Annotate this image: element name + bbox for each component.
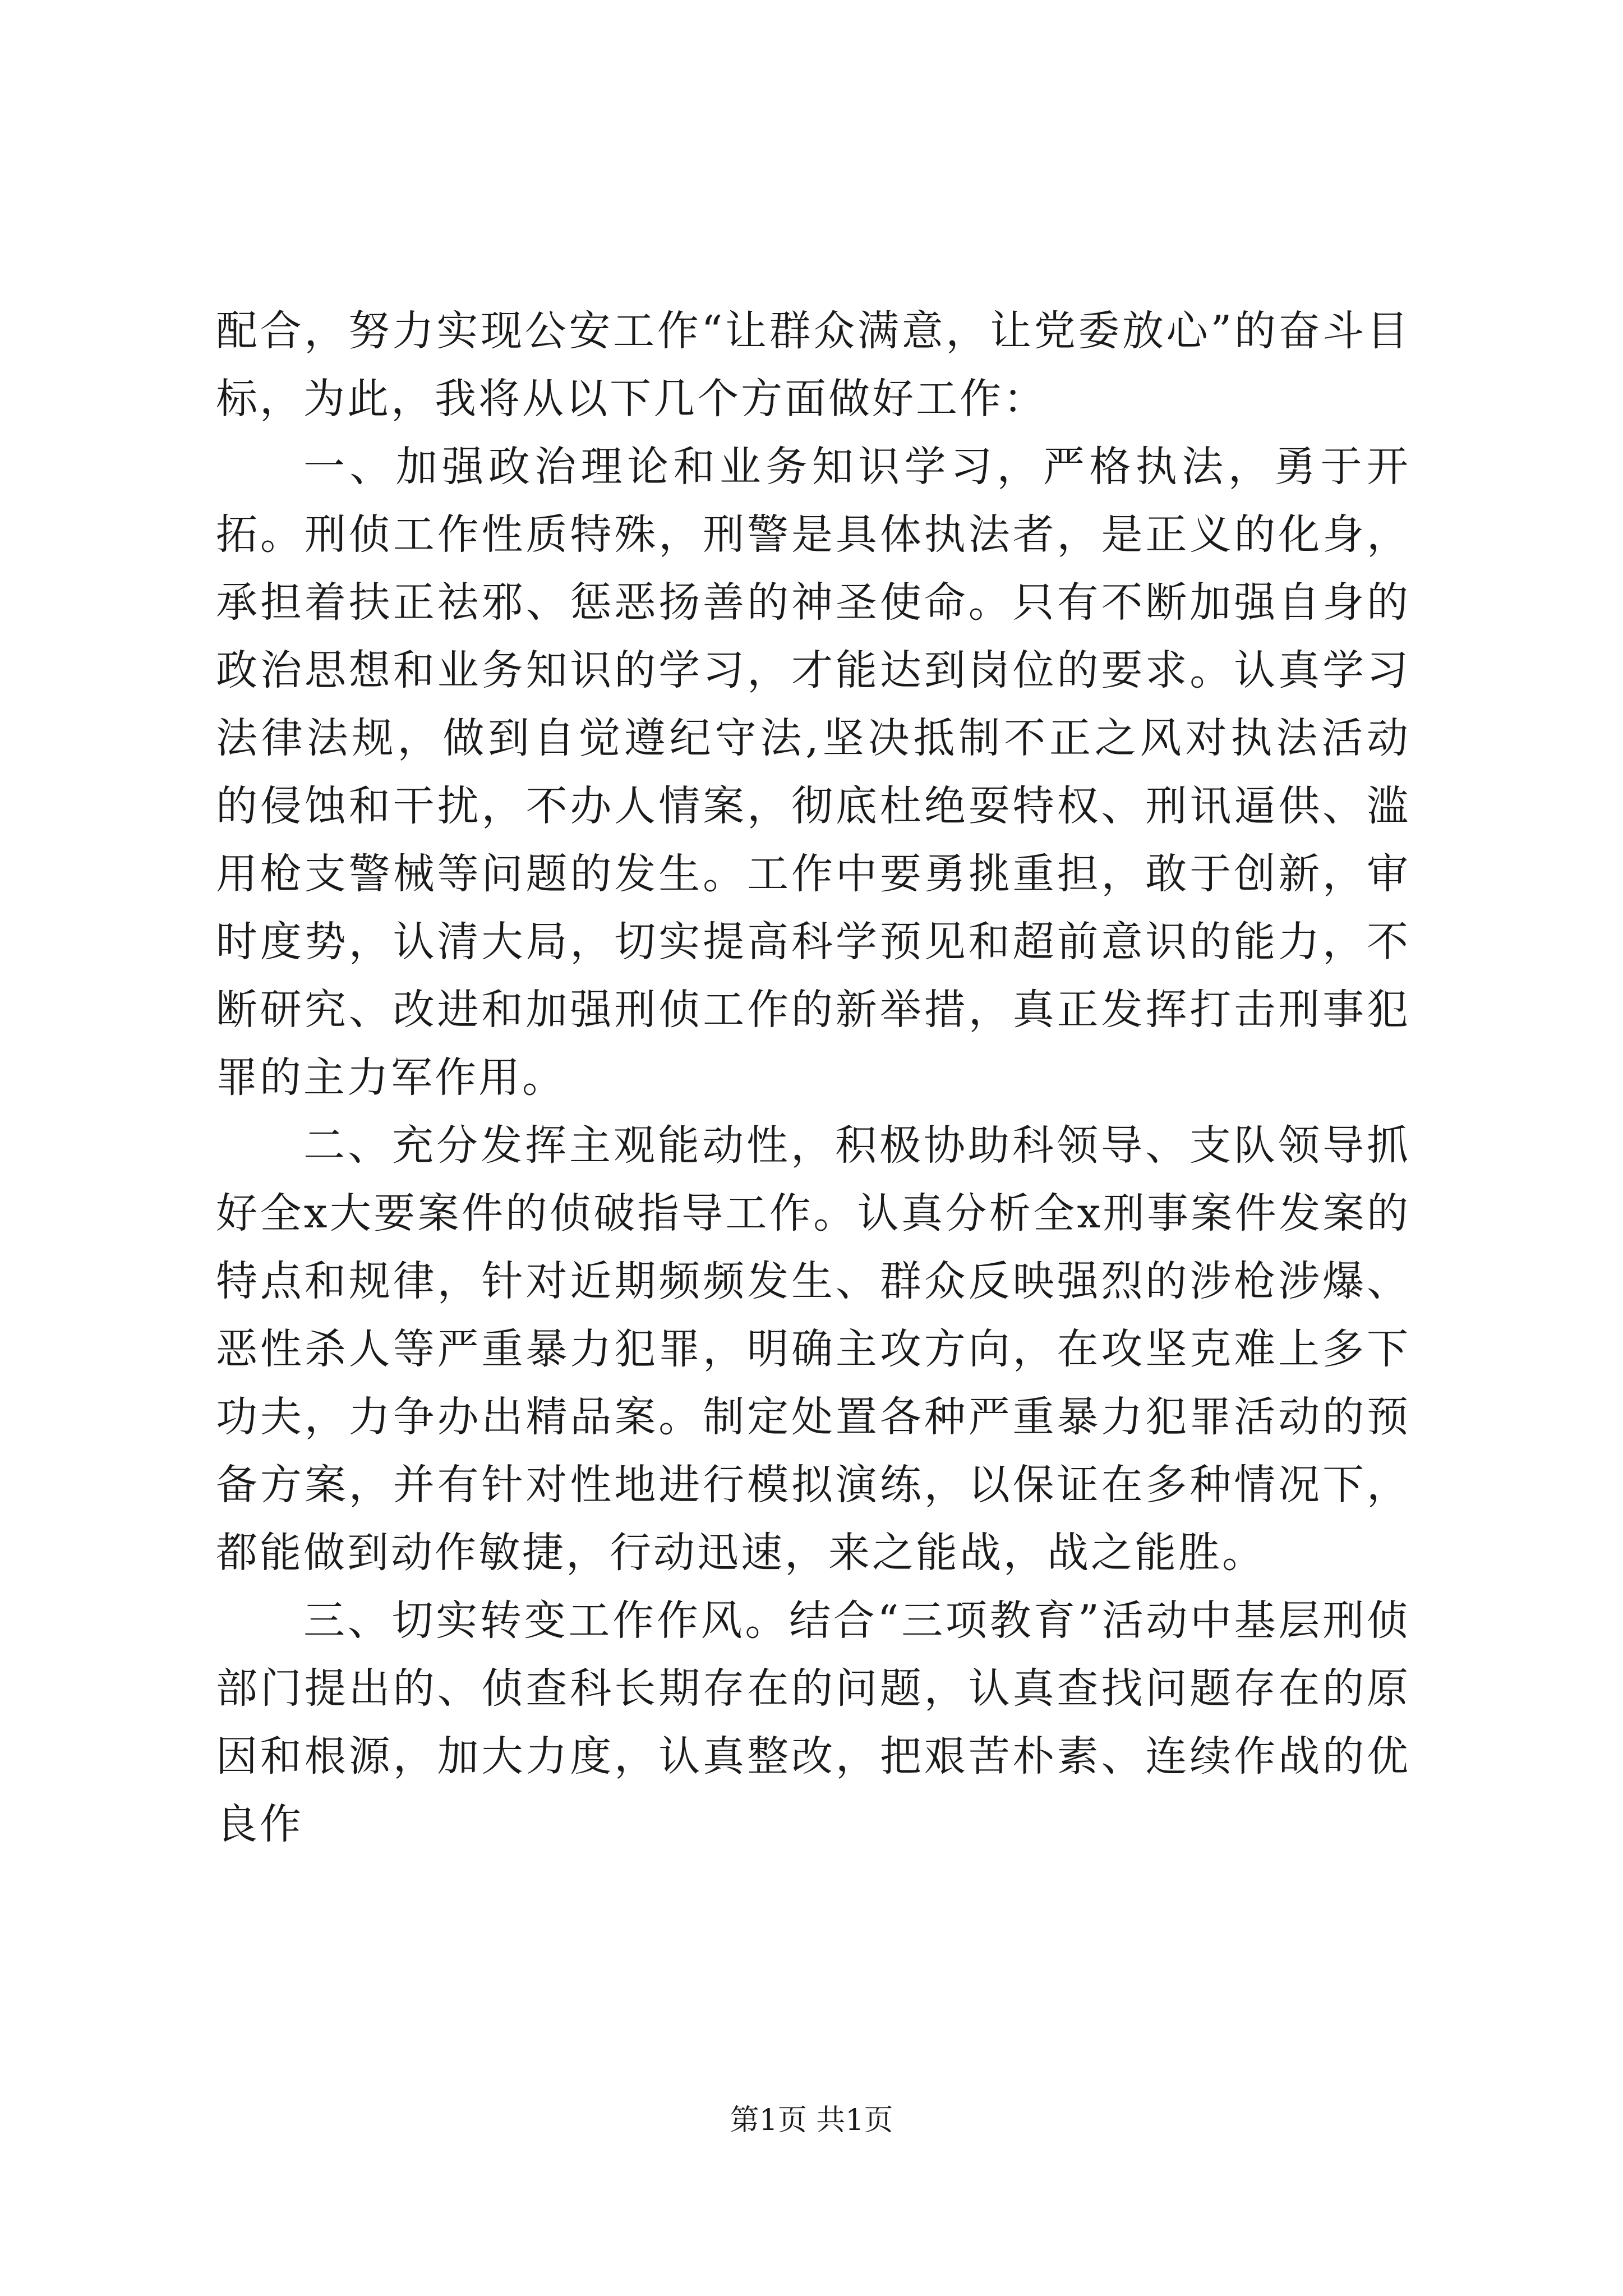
paragraph-continuation: 配合，努力实现公安工作“让群众满意，让党委放心”的奋斗目标，为此，我将从以下几个方面做好工作：	[216, 307, 1410, 423]
paragraph-section-1: 一、加强政治理论和业务知识学习，严格执法，勇于开拓。刑侦工作性质特殊，刑警是具体执法者，是正义的化身，承担着扶正祛邪、惩恶扬善的神圣使命。只有不断加强自身的政治思想和业务知识的学习，才能达到岗位的要求。认真学习法律法规，做到自觉遵纪守法,坚决抵制不正之风对执法活动的侵蚀和干扰，不办人情案，彻底杜绝耍特权、刑讯逼供、滥用枪支警械等问题的发生。工作中要勇挑重担，敢于创新，审时度势，认清大局，切实提高科学预见和超前意识的能力，不断研究、改进和加强刑侦工作的新举措，真正发挥打击刑事犯罪的主力军作用。	[216, 443, 1410, 1102]
page-footer: 第1页 共1页	[730, 2104, 893, 2137]
paragraph-section-2: 二、充分发挥主观能动性，积极协助科领导、支队领导抓好全x大要案件的侦破指导工作。认真分析全x刑事案件发案的特点和规律，针对近期频频发生、群众反映强烈的涉枪涉爆、恶性杀人等严重暴力犯罪，明确主攻方向，在攻坚克难上多下功夫，力争办出精品案。制定处置各种严重暴力犯罪活动的预备方案，并有针对性地进行模拟演练，以保证在多种情况下，都能做到动作敏捷，行动迅速，来之能战，战之能胜。	[216, 1121, 1410, 1577]
document-body	[216, 297, 1410, 1858]
paragraph-section-3: 三、切实转变工作作风。结合“三项教育”活动中基层刑侦部门提出的、侦查科长期存在的问题，认真查找问题存在的原因和根源，加大力度，认真整改，把艰苦朴素、连续作战的优良作	[216, 1596, 1410, 1848]
